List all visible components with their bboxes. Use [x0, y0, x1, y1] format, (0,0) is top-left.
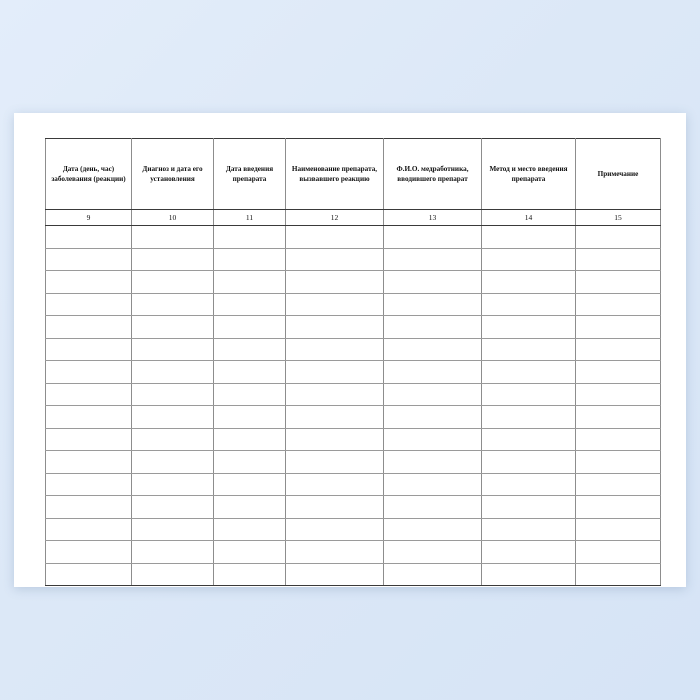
cell[interactable]: [482, 383, 576, 406]
table-row[interactable]: [46, 451, 661, 474]
column-number-row: [46, 210, 661, 226]
cell[interactable]: [46, 496, 132, 519]
cell[interactable]: [132, 473, 214, 496]
cell[interactable]: [132, 271, 214, 294]
cell[interactable]: [132, 518, 214, 541]
cell[interactable]: [214, 226, 286, 249]
cell[interactable]: [576, 383, 661, 406]
cell[interactable]: [46, 226, 132, 249]
column-header-12-label: Наименование препарата, вызвавшего реакцию: [291, 164, 378, 183]
table-row[interactable]: [46, 428, 661, 451]
column-header-11-label: Дата введения препарата: [225, 164, 274, 183]
table-row[interactable]: [46, 316, 661, 339]
column-header-10-label: Диагноз и дата его установления: [142, 164, 203, 183]
table-row[interactable]: [46, 496, 661, 519]
cell[interactable]: [482, 451, 576, 474]
cell[interactable]: [286, 383, 384, 406]
cell[interactable]: [384, 541, 482, 564]
cell[interactable]: [132, 226, 214, 249]
cell[interactable]: [214, 451, 286, 474]
table-row[interactable]: [46, 361, 661, 384]
cell[interactable]: [286, 248, 384, 271]
cell[interactable]: [132, 383, 214, 406]
column-number-12: 12: [286, 210, 384, 226]
cell[interactable]: [46, 428, 132, 451]
cell[interactable]: [132, 428, 214, 451]
cell[interactable]: [46, 451, 132, 474]
cell[interactable]: [576, 451, 661, 474]
cell[interactable]: [132, 563, 214, 586]
cell[interactable]: [286, 271, 384, 294]
cell[interactable]: [482, 473, 576, 496]
cell[interactable]: [384, 428, 482, 451]
cell[interactable]: [214, 406, 286, 429]
cell[interactable]: [286, 293, 384, 316]
cell[interactable]: [214, 383, 286, 406]
cell[interactable]: [286, 541, 384, 564]
cell[interactable]: [384, 473, 482, 496]
cell[interactable]: [384, 406, 482, 429]
cell[interactable]: [214, 496, 286, 519]
cell[interactable]: [384, 361, 482, 384]
cell[interactable]: [132, 361, 214, 384]
cell[interactable]: [46, 563, 132, 586]
cell[interactable]: [576, 428, 661, 451]
column-number-14: 14: [482, 210, 576, 226]
cell[interactable]: [384, 293, 482, 316]
cell[interactable]: [286, 361, 384, 384]
table-row[interactable]: [46, 248, 661, 271]
cell[interactable]: [482, 293, 576, 316]
cell[interactable]: [482, 361, 576, 384]
cell[interactable]: [214, 293, 286, 316]
table-row[interactable]: [46, 383, 661, 406]
cell[interactable]: [384, 451, 482, 474]
cell[interactable]: [286, 496, 384, 519]
cell[interactable]: [132, 248, 214, 271]
column-number-9: 9: [46, 210, 132, 226]
cell[interactable]: [214, 338, 286, 361]
cell[interactable]: [576, 563, 661, 586]
cell[interactable]: [482, 226, 576, 249]
cell[interactable]: [576, 271, 661, 294]
cell[interactable]: [576, 316, 661, 339]
cell[interactable]: [214, 316, 286, 339]
cell[interactable]: [482, 338, 576, 361]
cell[interactable]: [482, 248, 576, 271]
column-header-10: [132, 139, 214, 210]
cell[interactable]: [286, 518, 384, 541]
column-header-9: [46, 139, 132, 210]
cell[interactable]: [46, 293, 132, 316]
cell[interactable]: [214, 541, 286, 564]
cell[interactable]: [576, 226, 661, 249]
cell[interactable]: [482, 518, 576, 541]
cell[interactable]: [576, 473, 661, 496]
column-header-15: [576, 139, 661, 210]
cell[interactable]: [214, 271, 286, 294]
cell[interactable]: [286, 473, 384, 496]
table-row[interactable]: [46, 338, 661, 361]
cell[interactable]: [576, 361, 661, 384]
cell[interactable]: [576, 248, 661, 271]
cell[interactable]: [482, 428, 576, 451]
cell[interactable]: [576, 406, 661, 429]
column-header-13-label: Ф.И.О. медработника, вводившего препарат: [396, 164, 469, 183]
cell[interactable]: [46, 473, 132, 496]
cell[interactable]: [384, 496, 482, 519]
table-row[interactable]: [46, 406, 661, 429]
cell[interactable]: [482, 406, 576, 429]
cell[interactable]: [46, 271, 132, 294]
cell[interactable]: [286, 563, 384, 586]
table-row[interactable]: [46, 293, 661, 316]
table-row[interactable]: [46, 226, 661, 249]
cell[interactable]: [286, 451, 384, 474]
register-table-wrapper: [45, 138, 660, 586]
table-row[interactable]: [46, 518, 661, 541]
cell[interactable]: [286, 406, 384, 429]
cell[interactable]: [286, 338, 384, 361]
cell[interactable]: [214, 563, 286, 586]
table-row[interactable]: [46, 563, 661, 586]
column-number-10: 10: [132, 210, 214, 226]
cell[interactable]: [384, 338, 482, 361]
cell[interactable]: [132, 293, 214, 316]
cell[interactable]: [46, 316, 132, 339]
cell[interactable]: [132, 406, 214, 429]
cell[interactable]: [46, 248, 132, 271]
cell[interactable]: [482, 316, 576, 339]
cell[interactable]: [132, 338, 214, 361]
cell[interactable]: [482, 271, 576, 294]
table-row[interactable]: [46, 541, 661, 564]
cell[interactable]: [384, 383, 482, 406]
cell[interactable]: [384, 271, 482, 294]
cell[interactable]: [132, 316, 214, 339]
column-number-13: 13: [384, 210, 482, 226]
table-row[interactable]: [46, 271, 661, 294]
column-header-13: [384, 139, 482, 210]
cell[interactable]: [214, 518, 286, 541]
cell[interactable]: [384, 248, 482, 271]
cell[interactable]: [132, 541, 214, 564]
cell[interactable]: [214, 473, 286, 496]
cell[interactable]: [46, 541, 132, 564]
cell[interactable]: [384, 563, 482, 586]
cell[interactable]: [46, 361, 132, 384]
cell[interactable]: [384, 316, 482, 339]
cell[interactable]: [286, 428, 384, 451]
cell[interactable]: [46, 406, 132, 429]
cell[interactable]: [46, 518, 132, 541]
column-number-15: 15: [576, 210, 661, 226]
table-row[interactable]: [46, 473, 661, 496]
cell[interactable]: [576, 338, 661, 361]
column-header-14-label: Метод и место введения препарата: [489, 164, 568, 183]
cell[interactable]: [46, 338, 132, 361]
cell[interactable]: [576, 518, 661, 541]
table-header-row: [46, 139, 661, 210]
cell[interactable]: [286, 226, 384, 249]
cell[interactable]: [214, 248, 286, 271]
cell[interactable]: [384, 518, 482, 541]
cell[interactable]: [482, 496, 576, 519]
cell[interactable]: [482, 563, 576, 586]
column-header-14: [482, 139, 576, 210]
column-header-12: [286, 139, 384, 210]
cell[interactable]: [576, 541, 661, 564]
column-header-15-label: Примечание: [597, 169, 639, 178]
cell[interactable]: [214, 428, 286, 451]
register-table: [45, 138, 661, 586]
cell[interactable]: [576, 293, 661, 316]
column-header-9-label: Дата (день, час) заболевания (реакции): [51, 164, 126, 183]
cell[interactable]: [214, 361, 286, 384]
cell[interactable]: [384, 226, 482, 249]
cell[interactable]: [576, 496, 661, 519]
table-body: [46, 226, 661, 586]
cell[interactable]: [286, 316, 384, 339]
cell[interactable]: [482, 541, 576, 564]
cell[interactable]: [46, 383, 132, 406]
paper-sheet: [14, 113, 686, 587]
column-header-11: [214, 139, 286, 210]
cell[interactable]: [132, 496, 214, 519]
column-number-11: 11: [214, 210, 286, 226]
cell[interactable]: [132, 451, 214, 474]
